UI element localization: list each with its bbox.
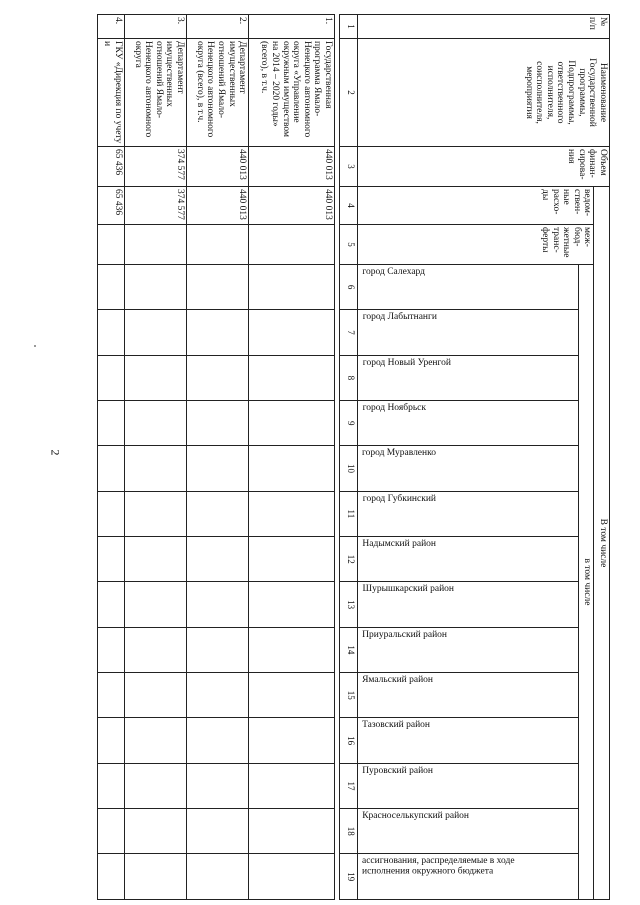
cell-empty [249, 673, 335, 718]
cell-empty [249, 854, 335, 900]
cell-empty [187, 537, 249, 582]
cell-empty [98, 491, 125, 536]
header-municipality [358, 854, 579, 900]
cell-name: Департамент имущественных отношений Ямало-Ненецкого автономного округа (всего), в т.ч. [187, 39, 249, 147]
cell-empty [249, 401, 335, 446]
column-number: 3 [339, 147, 358, 187]
cell-empty [249, 491, 335, 536]
header-municipality-label: Ямальский район [362, 675, 434, 686]
cell-empty [187, 809, 249, 854]
column-number: 18 [339, 809, 358, 854]
header-municipality [358, 718, 579, 763]
header-municipality [358, 491, 579, 536]
cell-dept: 440 013 [187, 187, 249, 225]
header-in-total: В том числе [594, 187, 610, 900]
cell-name: ГКУ «Дирекция по учету и [98, 39, 125, 147]
table-row [249, 15, 335, 900]
cell-empty [249, 763, 335, 808]
cell-empty [249, 225, 335, 265]
cell-empty [187, 627, 249, 672]
separator-cell [335, 39, 339, 147]
cell-empty [187, 401, 249, 446]
column-number: 7 [339, 310, 358, 355]
cell-no: 4. [98, 15, 125, 39]
separator-cell [335, 537, 339, 582]
cell-name: Департамент имущественных отношений Ямало-Ненецкого автономного округа [124, 39, 186, 147]
header-municipality [358, 673, 579, 718]
cell-empty [124, 809, 186, 854]
cell-empty [187, 491, 249, 536]
header-municipality-label: Красноселькупский район [362, 811, 470, 822]
cell-empty [124, 718, 186, 763]
column-number: 13 [339, 582, 358, 627]
cell-empty [187, 310, 249, 355]
cell-empty [124, 627, 186, 672]
cell-empty [249, 446, 335, 491]
cell-empty [98, 673, 125, 718]
column-number: 1 [339, 15, 358, 39]
cell-empty [187, 854, 249, 900]
column-number: 16 [339, 718, 358, 763]
cell-empty [124, 265, 186, 310]
cell-empty [98, 355, 125, 400]
header-municipality-label: ассигнования, распределяемые в ходе исполнения окружного бюджета [362, 856, 515, 878]
separator-cell [335, 225, 339, 265]
scan-speck [34, 345, 36, 347]
cell-no: 3. [124, 15, 186, 39]
cell-empty [124, 854, 186, 900]
header-municipality [358, 627, 579, 672]
cell-empty [187, 446, 249, 491]
budget-table [97, 14, 610, 900]
cell-empty [249, 310, 335, 355]
cell-empty [124, 401, 186, 446]
column-number: 19 [339, 854, 358, 900]
header-in-total-sub: в том числе [578, 265, 594, 900]
cell-empty [187, 265, 249, 310]
cell-dept: 440 013 [249, 187, 335, 225]
cell-empty [187, 718, 249, 763]
separator-cell [335, 355, 339, 400]
header-dept: ведом-ствен-ные расхо-ды [358, 187, 594, 225]
header-municipality-label: город Муравленко [362, 448, 437, 459]
header-volume: Объем финан-сирова-ния [358, 147, 610, 187]
column-number: 8 [339, 355, 358, 400]
header-municipality-label: город Лабытнанги [362, 312, 437, 323]
cell-empty [124, 673, 186, 718]
cell-dept: 65 436 [98, 187, 125, 225]
cell-empty [124, 491, 186, 536]
cell-empty [187, 582, 249, 627]
cell-empty [249, 355, 335, 400]
header-municipality-label: Надымский район [362, 539, 436, 550]
cell-empty [98, 809, 125, 854]
cell-empty [98, 537, 125, 582]
header-municipality-label: Тазовский район [362, 720, 431, 731]
header-municipality [358, 809, 579, 854]
separator-cell [335, 491, 339, 536]
cell-empty [98, 401, 125, 446]
cell-empty [98, 265, 125, 310]
cell-volume: 65 436 [98, 147, 125, 187]
cell-empty [124, 537, 186, 582]
cell-volume: 440 013 [249, 147, 335, 187]
separator-cell [335, 627, 339, 672]
separator-cell [335, 15, 339, 39]
cell-empty [98, 854, 125, 900]
cell-empty [124, 355, 186, 400]
header-municipality-label: город Ноябрьск [362, 403, 426, 414]
separator-cell [335, 265, 339, 310]
header-name: Наименование Государственной программы, Подпрограммы, ответственного исполнителя, соисполнителя, мероприятия [358, 39, 610, 147]
page-number: 2 [48, 449, 63, 456]
column-number: 11 [339, 491, 358, 536]
column-number: 9 [339, 401, 358, 446]
column-number: 12 [339, 537, 358, 582]
column-number: 17 [339, 763, 358, 808]
column-number: 14 [339, 627, 358, 672]
cell-empty [249, 718, 335, 763]
column-number: 6 [339, 265, 358, 310]
cell-dept: 374 577 [124, 187, 186, 225]
cell-volume: 374 577 [124, 147, 186, 187]
column-number: 2 [339, 39, 358, 147]
header-municipality [358, 265, 579, 310]
header-municipality-label: город Губкинский [362, 493, 436, 504]
separator-cell [335, 718, 339, 763]
column-number: 15 [339, 673, 358, 718]
cell-empty [249, 627, 335, 672]
header-municipality-label: город Салехард [362, 267, 426, 277]
separator-cell [335, 763, 339, 808]
separator-cell [335, 809, 339, 854]
header-municipality [358, 582, 579, 627]
table-row [98, 15, 125, 900]
cell-empty [187, 763, 249, 808]
cell-no: 2. [187, 15, 249, 39]
header-municipality [358, 310, 579, 355]
header-no: № п/п [358, 15, 610, 39]
cell-empty [124, 225, 186, 265]
cell-empty [249, 809, 335, 854]
separator-cell [335, 187, 339, 225]
header-municipality-label: Приуральский район [362, 629, 448, 640]
separator-cell [335, 854, 339, 900]
cell-no: 1. [249, 15, 335, 39]
separator-cell [335, 310, 339, 355]
column-number: 5 [339, 225, 358, 265]
cell-empty [124, 582, 186, 627]
cell-empty [98, 763, 125, 808]
cell-empty [98, 718, 125, 763]
cell-empty [98, 225, 125, 265]
column-number: 4 [339, 187, 358, 225]
cell-empty [98, 627, 125, 672]
cell-empty [98, 446, 125, 491]
cell-empty [249, 537, 335, 582]
cell-empty [98, 582, 125, 627]
cell-empty [98, 310, 125, 355]
cell-volume: 440 013 [187, 147, 249, 187]
cell-empty [187, 673, 249, 718]
separator-cell [335, 673, 339, 718]
separator-cell [335, 401, 339, 446]
separator-cell [335, 446, 339, 491]
header-municipality [358, 401, 579, 446]
header-municipality-label: город Новый Уренгой [362, 357, 451, 368]
column-number: 10 [339, 446, 358, 491]
header-municipality [358, 446, 579, 491]
cell-empty [124, 446, 186, 491]
table-row [187, 15, 249, 900]
separator-cell [335, 147, 339, 187]
header-municipality [358, 537, 579, 582]
header-municipality [358, 763, 579, 808]
table-row [124, 15, 186, 900]
cell-empty [249, 582, 335, 627]
cell-empty [187, 355, 249, 400]
header-municipality-label: Шурышкарский район [362, 584, 454, 595]
cell-empty [249, 265, 335, 310]
header-municipality-label: Пуровский район [362, 765, 434, 776]
cell-empty [187, 225, 249, 265]
cell-name: Государственная программа Ямало-Ненецкого автономного округа «Управление окружным имуществом на 2014 – 2020 годы» (всего), в т.ч. [249, 39, 335, 147]
header-municipality [358, 355, 579, 400]
header-transfers: меж-бюд-жетные транс-ферты [358, 225, 594, 265]
separator-cell [335, 582, 339, 627]
cell-empty [124, 310, 186, 355]
cell-empty [124, 763, 186, 808]
rotated-table-sheet [97, 14, 610, 900]
